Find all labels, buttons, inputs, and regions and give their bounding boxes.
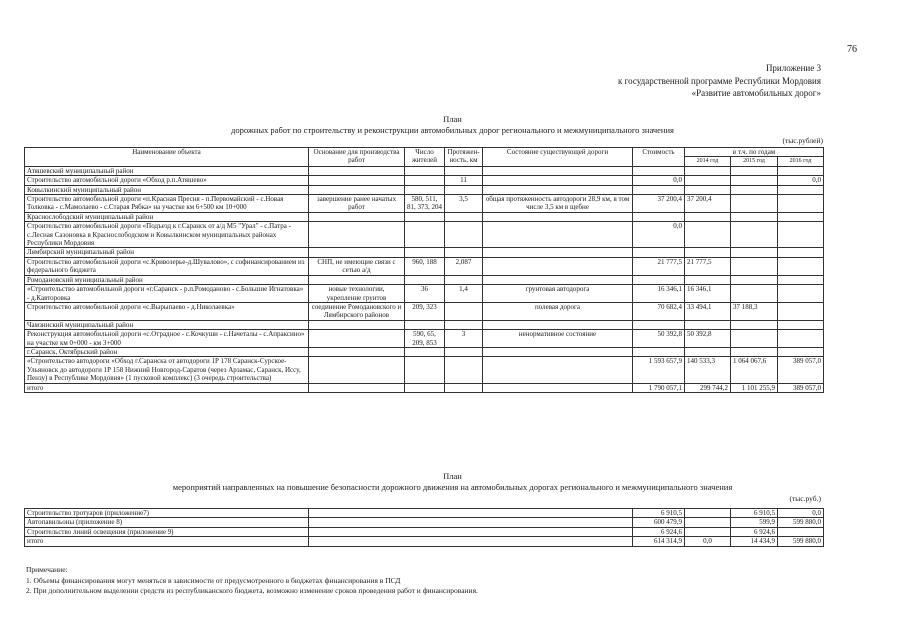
length-cell: 11 — [445, 176, 483, 185]
basis-cell — [309, 357, 405, 383]
empty-cell — [685, 185, 731, 194]
table-row — [25, 257, 824, 275]
table-row — [25, 357, 824, 383]
empty-cell — [731, 347, 778, 356]
empty-cell — [778, 347, 824, 356]
empty-cell — [483, 320, 633, 329]
y2015-cell — [731, 195, 778, 213]
population-cell: 580, 511, 81, 373, 204 — [405, 195, 445, 213]
y2014-cell: 299 744,2 — [685, 383, 731, 392]
cost-cell: 70 682,4 — [633, 302, 685, 320]
plan1-table — [24, 147, 824, 393]
empty-cell — [483, 185, 633, 194]
plan2-table — [24, 508, 824, 547]
y2016-cell — [778, 302, 824, 320]
empty-cell — [445, 166, 483, 175]
y2014-cell: 37 200,4 — [685, 195, 731, 213]
length-cell: 1,4 — [445, 285, 483, 303]
y2016-cell — [778, 330, 824, 348]
measure-name: Строительство тротуаров (приложение7) — [25, 509, 309, 518]
empty-cell — [731, 275, 778, 284]
y2015-cell — [731, 330, 778, 348]
empty-cell — [483, 248, 633, 257]
empty-cell — [445, 383, 483, 392]
empty-cell — [309, 166, 405, 175]
object-name: «Строительство автодороги «Обход г.Саранска от автодороги 1Р 178 Саранск-Сурское-Ульяновск до автодороги 1Р 158 Нижний Новгород-Саратов (через Арзамас, Саранск, Иссу, Пензу) в Республике Мордовия» (1 пусковой комплекс) (3 очередь строительства) — [25, 357, 309, 383]
empty-cell — [483, 212, 633, 221]
plan2-unit: (тыс.руб.) — [789, 494, 821, 503]
empty-cell — [633, 275, 685, 284]
y2015-cell: 14 434,9 — [731, 537, 778, 546]
empty-cell — [405, 185, 445, 194]
empty-cell — [405, 275, 445, 284]
empty-cell — [633, 185, 685, 194]
header-state: Состояние существующей дороги — [483, 148, 633, 167]
empty-cell — [778, 248, 824, 257]
object-name: «Строительство автомобильной дороги «г.Саранск - р.п.Ромоданово - с.Большие Игнатовка» - д.Кавторовка — [25, 285, 309, 303]
cost-cell: 16 346,1 — [633, 285, 685, 303]
appendix-header — [618, 62, 821, 100]
empty-cell — [309, 509, 633, 518]
y2014-cell: 140 533,3 — [685, 357, 731, 383]
length-cell — [445, 357, 483, 383]
population-cell — [405, 357, 445, 383]
empty-cell — [309, 212, 405, 221]
plan1-subtitle: дорожных работ по строительству и реконструкции автомобильных дорог регионального и межмуниципального значения — [231, 125, 674, 135]
state-cell: общая протяженность автодороги 28,9 км, в том числе 3,5 км в щебне — [483, 195, 633, 213]
table-row — [25, 330, 824, 348]
y2015-cell — [731, 176, 778, 185]
y2016-cell: 0,0 — [778, 176, 824, 185]
table-row — [25, 527, 824, 536]
state-cell — [483, 176, 633, 185]
empty-cell — [445, 212, 483, 221]
state-cell — [483, 222, 633, 248]
empty-cell — [685, 212, 731, 221]
empty-cell — [633, 248, 685, 257]
cost-cell: 600 479,9 — [633, 518, 685, 527]
empty-cell — [309, 248, 405, 257]
y2016-cell — [778, 527, 824, 536]
object-name: Строительство автомобильной дороги «с.Кривозерье-д.Шувалово», с софинансированием из федерального бюджета — [25, 257, 309, 275]
cost-cell: 50 392,8 — [633, 330, 685, 348]
object-name: Строительство автомобильной дороги «Обход р.п.Атяшево» — [25, 176, 309, 185]
y2016-cell — [778, 222, 824, 248]
basis-cell — [309, 176, 405, 185]
empty-cell — [778, 212, 824, 221]
length-cell — [445, 302, 483, 320]
section-row — [25, 166, 824, 175]
section-row — [25, 320, 824, 329]
table-row — [25, 285, 824, 303]
empty-cell — [309, 537, 633, 546]
header-cost: Стоимость — [633, 148, 685, 167]
empty-cell — [633, 212, 685, 221]
y2016-cell: 389 057,0 — [778, 357, 824, 383]
empty-cell — [778, 185, 824, 194]
note-2: 2. При дополнительном выделении средств из республиканского бюджета, возможно изменение сроков проведения работ и финансирования. — [26, 586, 478, 595]
y2014-cell — [685, 527, 731, 536]
object-name: Строительство автомобильной дороги «Подъезд к г.Саранск от а/д М5 "Урал" - с.Патра - с.Лесная Сазоновка в Краснослободском и Ковылкинском муниципальных районах Республики Мордовия — [25, 222, 309, 248]
empty-cell — [405, 248, 445, 257]
cost-cell: 6 910,5 — [633, 509, 685, 518]
length-cell — [445, 222, 483, 248]
section-row — [25, 248, 824, 257]
y2015-cell: 1 064 067,6 — [731, 357, 778, 383]
basis-cell — [309, 222, 405, 248]
y2016-cell — [778, 257, 824, 275]
section-row — [25, 347, 824, 356]
appendix-line-3: «Развитие автомобильных дорог» — [691, 88, 821, 98]
header-by-year: в т.ч. по годам — [685, 148, 824, 157]
empty-cell — [778, 166, 824, 175]
empty-cell — [445, 320, 483, 329]
length-cell: 3 — [445, 330, 483, 348]
empty-cell — [405, 212, 445, 221]
section-name: г.Саранск, Октябрьский район — [25, 347, 309, 356]
y2015-cell — [731, 285, 778, 303]
empty-cell — [405, 383, 445, 392]
y2014-cell: 50 392,8 — [685, 330, 731, 348]
cost-cell: 21 777,5 — [633, 257, 685, 275]
table-row — [25, 302, 824, 320]
empty-cell — [731, 320, 778, 329]
empty-cell — [731, 248, 778, 257]
basis-cell: соединение Ромодановского и Лямбирского районов — [309, 302, 405, 320]
empty-cell — [685, 347, 731, 356]
note-1: 1. Объемы финансирования могут меняться в зависимости от предусмотренного в бюджетах финансирования в ПСД — [26, 575, 401, 585]
notes-title: Примечание: — [26, 565, 68, 574]
y2016-cell: 389 057,0 — [778, 383, 824, 392]
appendix-line-1: Приложение 3 — [765, 63, 821, 73]
empty-cell — [309, 347, 405, 356]
population-cell — [405, 176, 445, 185]
y2014-cell: 33 494,1 — [685, 302, 731, 320]
empty-cell — [483, 275, 633, 284]
y2015-cell: 6 910,5 — [731, 509, 778, 518]
page-number: 76 — [847, 44, 857, 55]
state-cell: полевая дорога — [483, 302, 633, 320]
empty-cell — [685, 166, 731, 175]
empty-cell — [405, 320, 445, 329]
plan1-title: План — [443, 114, 462, 124]
y2015-cell — [731, 257, 778, 275]
y2014-cell — [685, 509, 731, 518]
y2016-cell: 599 880,0 — [778, 537, 824, 546]
section-name: Ромодановский муниципальный район — [25, 275, 309, 284]
basis-cell — [309, 330, 405, 348]
population-cell: 209, 323 — [405, 302, 445, 320]
object-name: Реконструкция автомобильной дороги «с.Отрадное - с.Кочкуши - с.Начеталы - с.Апраксино» на участке км 0+000 - км 3+000 — [25, 330, 309, 348]
section-name: Атяшевский муниципальный район — [25, 166, 309, 175]
y2016-cell — [778, 285, 824, 303]
total-label: итого — [25, 383, 309, 392]
empty-cell — [778, 275, 824, 284]
total-row — [25, 383, 824, 392]
y2015-cell: 1 101 255,9 — [731, 383, 778, 392]
basis-cell: завершение ранее начатых работ — [309, 195, 405, 213]
header-basis: Основание для производства работ — [309, 148, 405, 167]
cost-cell: 37 200,4 — [633, 195, 685, 213]
empty-cell — [309, 185, 405, 194]
measure-name: Строительство линий освещения (приложение 9) — [25, 527, 309, 536]
measure-name: Автопавильоны (приложение 8) — [25, 518, 309, 527]
cost-cell: 1 790 057,1 — [633, 383, 685, 392]
empty-cell — [633, 347, 685, 356]
y2014-cell — [685, 518, 731, 527]
plan1-unit: (тыс.рублей) — [782, 136, 823, 145]
state-cell: ненормативное состояние — [483, 330, 633, 348]
y2015-cell: 6 924,6 — [731, 527, 778, 536]
header-name: Наименование объекта — [25, 148, 309, 167]
section-name: Лямбирский муниципальный район — [25, 248, 309, 257]
empty-cell — [405, 347, 445, 356]
table-row — [25, 537, 824, 546]
table-row — [25, 518, 824, 527]
empty-cell — [483, 383, 633, 392]
y2015-cell: 599,9 — [731, 518, 778, 527]
appendix-line-2: к государственной программе Республики Мордовия — [618, 75, 821, 86]
length-cell: 2,087 — [445, 257, 483, 275]
y2016-cell — [778, 195, 824, 213]
population-cell: 590, 65, 209, 853 — [405, 330, 445, 348]
section-row — [25, 185, 824, 194]
table-row — [25, 509, 824, 518]
y2014-cell — [685, 176, 731, 185]
empty-cell — [633, 166, 685, 175]
population-cell: 36 — [405, 285, 445, 303]
table-row — [25, 195, 824, 213]
empty-cell — [731, 212, 778, 221]
table-row — [25, 176, 824, 185]
object-name: Строительство автомобильной дороги «с.Вырыпаево - д.Николаевка» — [25, 302, 309, 320]
population-cell: 960, 188 — [405, 257, 445, 275]
header-length: Протяжен-ность, км — [445, 148, 483, 167]
empty-cell — [731, 166, 778, 175]
basis-cell: СНП, не имеющие связи с сетью а/д — [309, 257, 405, 275]
cost-cell: 0,0 — [633, 222, 685, 248]
y2014-cell: 16 346,1 — [685, 285, 731, 303]
y2014-cell: 21 777,5 — [685, 257, 731, 275]
measure-name: итого — [25, 537, 309, 546]
empty-cell — [309, 527, 633, 536]
empty-cell — [445, 248, 483, 257]
header-population: Число жителей — [405, 148, 445, 167]
empty-cell — [685, 275, 731, 284]
cost-cell: 6 924,6 — [633, 527, 685, 536]
y2014-cell: 0,0 — [685, 537, 731, 546]
empty-cell — [309, 518, 633, 527]
empty-cell — [633, 320, 685, 329]
header-2016: 2016 год — [778, 157, 824, 166]
section-row — [25, 212, 824, 221]
basis-cell: новые технологии, укрепление грунтов — [309, 285, 405, 303]
plan2-subtitle: мероприятий направленных на повышение безопасности дорожного движения на автомобильных дорогах регионального и межмуниципального значения — [172, 482, 733, 492]
empty-cell — [309, 383, 405, 392]
empty-cell — [445, 185, 483, 194]
empty-cell — [483, 166, 633, 175]
length-cell: 3,5 — [445, 195, 483, 213]
empty-cell — [405, 166, 445, 175]
plan2-title: План — [443, 471, 462, 481]
table-row — [25, 222, 824, 248]
empty-cell — [445, 347, 483, 356]
cost-cell: 614 314,9 — [633, 537, 685, 546]
empty-cell — [685, 248, 731, 257]
state-cell — [483, 357, 633, 383]
object-name: Строительство автомобильной дороги «п.Красная Пресня - п.Первомайский - с.Новая Толковка - с.Мамолаево - с.Старая Рябка» на участке км 6+500 км 10+000 — [25, 195, 309, 213]
cost-cell: 1 593 657,9 — [633, 357, 685, 383]
y2016-cell: 0,0 — [778, 509, 824, 518]
empty-cell — [731, 185, 778, 194]
header-2014: 2014 год — [685, 157, 731, 166]
section-name: Ковылкинский муниципальный район — [25, 185, 309, 194]
empty-cell — [445, 275, 483, 284]
section-name: Краснослободский муниципальный район — [25, 212, 309, 221]
y2016-cell: 599 880,0 — [778, 518, 824, 527]
empty-cell — [309, 275, 405, 284]
state-cell: грунтовая автодорога — [483, 285, 633, 303]
y2015-cell — [731, 222, 778, 248]
y2015-cell: 37 188,3 — [731, 302, 778, 320]
section-name: Чамзинский муниципальный район — [25, 320, 309, 329]
cost-cell: 0,0 — [633, 176, 685, 185]
state-cell — [483, 257, 633, 275]
empty-cell — [483, 347, 633, 356]
y2014-cell — [685, 222, 731, 248]
section-row — [25, 275, 824, 284]
empty-cell — [309, 320, 405, 329]
population-cell — [405, 222, 445, 248]
empty-cell — [778, 320, 824, 329]
empty-cell — [685, 320, 731, 329]
header-2015: 2015 год — [731, 157, 778, 166]
notes — [26, 565, 478, 597]
